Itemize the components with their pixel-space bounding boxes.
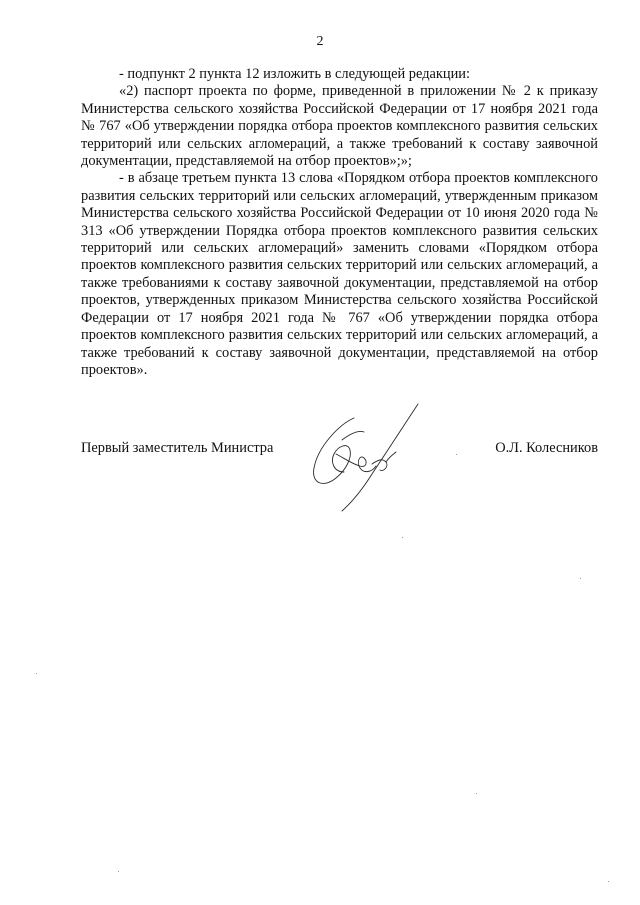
signer-position: Первый заместитель Министра [81, 440, 274, 456]
scan-speck [118, 871, 119, 872]
scan-speck [402, 537, 403, 538]
scan-speck [456, 454, 457, 455]
scan-speck [580, 578, 581, 579]
scan-speck [608, 881, 609, 882]
paragraph-amend-item-13: - в абзаце третьем пункта 13 слова «Порядком отбора проектов комплексного развития сельских территорий или сельских агломераций, утвержденным приказом Министерства сельского хозяйства Российской Федерации от 10 июня 2020 года № 313 «Об утверждении Порядка отбора проектов комплексного развития сельских территорий или сельских агломераций» заменить словами «Порядком отбора проектов комплексного развития сельских территорий или сельских агломераций, а также требованиями к составу заявочной документации, представляемой на отбор проектов, утвержденных приказом Министерства сельского хозяйства Российской Федерации от 17 ноября 2021 года № 767 «Об утверждении порядка отбора проектов комплексного развития сельских территорий или сельских агломераций, а также требований к составу заявочной документации, представляемой на отбор проектов». [81, 170, 598, 378]
handwritten-signature-icon [306, 402, 431, 514]
scan-speck [476, 793, 477, 794]
scan-speck [36, 673, 37, 674]
paragraph-new-wording: «2) паспорт проекта по форме, приведенной в приложении № 2 к приказу Министерства сельского хозяйства Российской Федерации от 17 ноября 2021 года № 767 «Об утверждении порядка отбора проектов комплексного развития сельских территорий или сельских агломераций, а также требований к составу заявочной документации, представляемой на отбор проектов»;»; [81, 83, 598, 170]
page-number: 2 [316, 34, 324, 49]
signature-block [81, 440, 598, 540]
paragraph-amend-subitem-2: - подпункт 2 пункта 12 изложить в следующей редакции: [119, 66, 470, 82]
document-body [81, 66, 598, 379]
signer-name: О.Л. Колесников [495, 440, 598, 456]
